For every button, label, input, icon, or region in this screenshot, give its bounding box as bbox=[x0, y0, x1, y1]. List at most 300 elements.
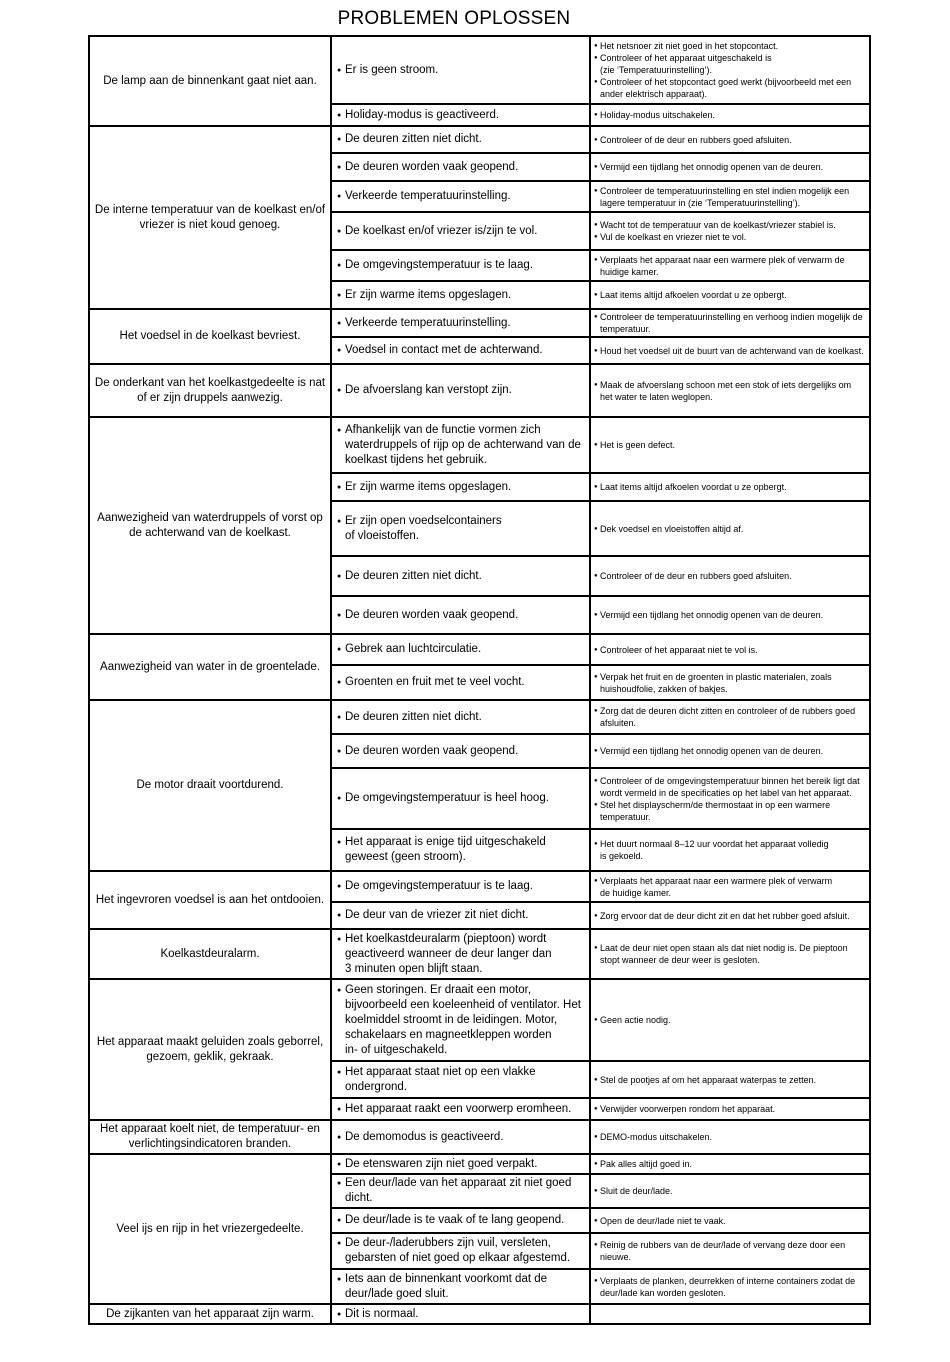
bullet-text: Het koelkastdeuralarm (pieptoon) wordt geactiveerd wanneer de deur langer dan 3 minuten open blijft staan. bbox=[345, 932, 552, 975]
bullet-text: Laat items altijd afkoelen voordat u ze opbergt. bbox=[600, 482, 787, 492]
bullet-icon: ● bbox=[594, 442, 598, 448]
bullet-icon: ● bbox=[594, 573, 598, 579]
bullet-icon: ● bbox=[337, 426, 342, 434]
bullet-icon: ● bbox=[594, 164, 598, 170]
solution-cell bbox=[590, 337, 870, 364]
solution-cell bbox=[590, 1304, 870, 1324]
bullet-icon: ● bbox=[594, 1277, 598, 1284]
cause-cell bbox=[331, 1061, 590, 1098]
problem-cell: Het apparaat maakt geluiden zoals geborrel, gezoem, geklik, gekraak. bbox=[89, 979, 331, 1120]
solution-cell bbox=[590, 104, 870, 126]
bullet-icon: ● bbox=[594, 1017, 598, 1023]
bullet-line bbox=[337, 569, 585, 584]
bullet-icon: ● bbox=[594, 256, 598, 263]
bullet-icon: ● bbox=[594, 646, 598, 653]
bullet-line bbox=[594, 40, 865, 52]
bullet-text: De deur/lade is te vaak of te lang geopend. bbox=[345, 1214, 565, 1226]
bullet-text: Er zijn warme items opgeslagen. bbox=[345, 288, 512, 301]
bullet-line bbox=[594, 134, 865, 146]
table-row bbox=[89, 979, 870, 1061]
solution-cell bbox=[590, 1233, 870, 1269]
bullet-icon: ● bbox=[337, 291, 342, 299]
bullet-icon: ● bbox=[594, 484, 598, 490]
bullet-text: Laat items altijd afkoelen voordat u ze opbergt. bbox=[600, 290, 787, 300]
problem-cell: De interne temperatuur van de koelkast en/of vriezer is niet koud genoeg. bbox=[89, 126, 331, 309]
solution-cell bbox=[590, 596, 870, 634]
bullet-line bbox=[337, 744, 585, 759]
bullet-text: Vermijd een tijdlang het onnodig openen van de deuren. bbox=[600, 746, 824, 756]
bullet-text: Iets aan de binnenkant voorkomt dat de deur/lade goed sluit. bbox=[345, 1272, 548, 1300]
solution-cell bbox=[590, 929, 870, 979]
solution-cell bbox=[590, 281, 870, 309]
bullet-text: De etenswaren zijn niet goed verpakt. bbox=[345, 1157, 538, 1170]
bullet-icon: ● bbox=[594, 222, 598, 228]
bullet-line bbox=[594, 345, 865, 357]
bullet-text: Stel de pootjes af om het apparaat waterpas te zetten. bbox=[600, 1074, 817, 1085]
bullet-text: Het is geen defect. bbox=[600, 440, 676, 450]
cause-cell bbox=[331, 250, 590, 281]
table-row bbox=[89, 36, 870, 104]
bullet-icon: ● bbox=[594, 314, 598, 320]
bullet-icon: ● bbox=[337, 611, 342, 619]
bullet-icon: ● bbox=[337, 795, 342, 802]
bullet-text: Verwijder voorwerpen rondom het apparaat. bbox=[600, 1104, 776, 1114]
bullet-icon: ● bbox=[337, 679, 342, 686]
solution-cell bbox=[590, 212, 870, 250]
problem-cell: Veel ijs en rijp in het vriezergedeelte. bbox=[89, 1154, 331, 1304]
bullet-text: Groenten en fruit met te veel vocht. bbox=[345, 676, 525, 688]
table-row bbox=[89, 126, 870, 153]
table-row bbox=[89, 1304, 870, 1324]
cause-cell bbox=[331, 364, 590, 417]
bullet-line bbox=[337, 1065, 585, 1095]
bullet-icon: ● bbox=[337, 935, 342, 943]
bullet-icon: ● bbox=[337, 986, 342, 994]
bullet-line bbox=[594, 379, 865, 403]
bullet-icon: ● bbox=[337, 1275, 342, 1283]
bullet-icon: ● bbox=[594, 136, 598, 143]
bullet-line bbox=[594, 254, 865, 278]
bullet-line bbox=[594, 481, 865, 493]
bullet-line bbox=[594, 799, 865, 823]
bullet-text: Dek voedsel en vloeistoffen altijd af. bbox=[600, 523, 744, 534]
cause-cell bbox=[331, 36, 590, 104]
bullet-text: Verplaats het apparaat naar een warmere plek of verwarm de huidige kamer. bbox=[600, 254, 845, 277]
bullet-icon: ● bbox=[594, 945, 598, 951]
bullet-text: Verpak het fruit en de groenten in plastic materialen, zoals huishoudfolie, zakken of bakjes. bbox=[600, 671, 832, 694]
bullet-line bbox=[594, 219, 865, 231]
troubleshooting-table bbox=[88, 35, 871, 1325]
bullet-line bbox=[594, 570, 865, 582]
bullet-icon: ● bbox=[337, 111, 342, 119]
bullet-line bbox=[337, 1157, 585, 1172]
solution-cell bbox=[590, 473, 870, 501]
solution-cell bbox=[590, 181, 870, 212]
bullet-icon: ● bbox=[594, 55, 598, 61]
bullet-text: Het apparaat is enige tijd uitgeschakeld geweest (geen stroom). bbox=[345, 836, 546, 863]
bullet-text: De deuren zitten niet dicht. bbox=[345, 133, 482, 145]
bullet-line bbox=[337, 1236, 585, 1266]
cause-cell bbox=[331, 153, 590, 181]
bullet-line bbox=[337, 108, 585, 123]
bullet-line bbox=[594, 52, 865, 76]
solution-cell bbox=[590, 1208, 870, 1233]
solution-cell bbox=[590, 36, 870, 104]
solution-cell bbox=[590, 665, 870, 700]
problem-cell: Aanwezigheid van water in de groentelade. bbox=[89, 634, 331, 700]
bullet-line bbox=[337, 383, 585, 398]
bullet-text: De omgevingstemperatuur is te laag. bbox=[345, 880, 533, 892]
solution-cell bbox=[590, 902, 870, 929]
bullet-text: Afhankelijk van de functie vormen zich waterdruppels of rijp op de achterwand van de koelkast tijdens het gebruik. bbox=[345, 423, 581, 466]
bullet-text: De deuren worden vaak geopend. bbox=[345, 160, 519, 173]
bullet-icon: ● bbox=[594, 187, 598, 194]
bullet-icon: ● bbox=[337, 227, 342, 235]
cause-cell bbox=[331, 979, 590, 1061]
bullet-line bbox=[594, 311, 865, 335]
solution-cell bbox=[590, 1120, 870, 1154]
bullet-line bbox=[337, 642, 585, 657]
bullet-line bbox=[337, 63, 585, 78]
bullet-icon: ● bbox=[594, 748, 598, 754]
bullet-icon: ● bbox=[594, 79, 598, 85]
cause-cell bbox=[331, 417, 590, 473]
solution-cell bbox=[590, 634, 870, 665]
bullet-text: De koelkast en/of vriezer is/zijn te vol. bbox=[345, 224, 538, 237]
solution-cell bbox=[590, 829, 870, 871]
cause-cell bbox=[331, 1098, 590, 1120]
cause-cell bbox=[331, 126, 590, 153]
solution-cell bbox=[590, 768, 870, 829]
cause-cell bbox=[331, 1269, 590, 1304]
bullet-line bbox=[594, 1131, 865, 1143]
bullet-text: Houd het voedsel uit de buurt van de achterwand van de koelkast. bbox=[600, 345, 864, 356]
cause-cell bbox=[331, 902, 590, 929]
solution-cell bbox=[590, 1154, 870, 1174]
bullet-text: De omgevingstemperatuur is heel hoog. bbox=[345, 792, 549, 804]
bullet-text: Geen actie nodig. bbox=[600, 1015, 671, 1025]
bullet-text: De deuren zitten niet dicht. bbox=[345, 569, 482, 582]
bullet-text: Verkeerde temperatuurinstelling. bbox=[345, 190, 511, 202]
bullet-icon: ● bbox=[337, 1240, 342, 1247]
bullet-icon: ● bbox=[337, 66, 342, 74]
bullet-line bbox=[337, 710, 585, 725]
bullet-line bbox=[337, 1272, 585, 1302]
bullet-icon: ● bbox=[337, 483, 342, 491]
bullet-line bbox=[337, 258, 585, 273]
bullet-line bbox=[594, 231, 865, 243]
bullet-text: Vermijd een tijdlang het onnodig openen van de deuren. bbox=[600, 162, 824, 172]
bullet-line bbox=[337, 288, 585, 303]
bullet-line bbox=[594, 1074, 865, 1086]
cause-cell bbox=[331, 734, 590, 768]
table-row bbox=[89, 871, 870, 902]
solution-cell bbox=[590, 501, 870, 556]
bullet-line bbox=[594, 671, 865, 695]
solution-cell bbox=[590, 250, 870, 281]
solution-cell bbox=[590, 700, 870, 734]
bullet-icon: ● bbox=[337, 347, 342, 354]
bullet-text: Geen storingen. Er draait een motor, bijvoorbeeld een koeleenheid of ventilator. Het koelmiddel stroomt in de leidingen. Motor, schakelaars en magneetkleppen worden in- of uitgeschakeld. bbox=[345, 983, 581, 1056]
bullet-line bbox=[337, 835, 585, 865]
cause-cell bbox=[331, 281, 590, 309]
bullet-icon: ● bbox=[594, 112, 598, 118]
cause-cell bbox=[331, 104, 590, 126]
solution-cell bbox=[590, 1061, 870, 1098]
bullet-line bbox=[594, 76, 865, 100]
cause-cell bbox=[331, 556, 590, 596]
table-row bbox=[89, 634, 870, 665]
cause-cell bbox=[331, 337, 590, 364]
bullet-text: Vermijd een tijdlang het onnodig openen van de deuren. bbox=[600, 610, 824, 620]
cause-cell bbox=[331, 309, 590, 337]
bullet-line bbox=[594, 1215, 865, 1227]
bullet-icon: ● bbox=[337, 713, 342, 721]
table-row bbox=[89, 1154, 870, 1174]
bullet-icon: ● bbox=[594, 1161, 598, 1167]
problem-cell: Aanwezigheid van waterdruppels of vorst op de achterwand van de koelkast. bbox=[89, 417, 331, 634]
bullet-line bbox=[337, 224, 585, 239]
bullet-line bbox=[594, 838, 865, 862]
bullet-text: DEMO-modus uitschakelen. bbox=[600, 1132, 713, 1142]
bullet-icon: ● bbox=[594, 612, 598, 618]
solution-cell bbox=[590, 309, 870, 337]
bullet-text: Controleer of het apparaat niet te vol is. bbox=[600, 644, 758, 655]
bullet-line bbox=[337, 932, 585, 977]
bullet-line bbox=[337, 1102, 585, 1117]
cause-cell bbox=[331, 1304, 590, 1324]
bullet-icon: ● bbox=[594, 877, 598, 884]
bullet-line bbox=[337, 791, 585, 806]
table-row bbox=[89, 417, 870, 473]
bullet-text: De deuren worden vaak geopend. bbox=[345, 744, 519, 757]
problem-cell: De lamp aan de binnenkant gaat niet aan. bbox=[89, 36, 331, 126]
cause-cell bbox=[331, 1174, 590, 1208]
bullet-icon: ● bbox=[337, 193, 342, 200]
bullet-line bbox=[337, 1176, 585, 1206]
bullet-text: Reinig de rubbers van de deur/lade of vervang deze door een nieuwe. bbox=[600, 1240, 846, 1262]
bullet-icon: ● bbox=[337, 163, 342, 171]
bullet-text: Sluit de deur/lade. bbox=[600, 1186, 673, 1196]
solution-cell bbox=[590, 126, 870, 153]
cause-cell bbox=[331, 665, 590, 700]
bullet-line bbox=[594, 705, 865, 729]
bullet-icon: ● bbox=[337, 1310, 342, 1318]
table-row bbox=[89, 700, 870, 734]
bullet-icon: ● bbox=[337, 136, 342, 143]
cause-cell bbox=[331, 181, 590, 212]
bullet-text: De omgevingstemperatuur is te laag. bbox=[345, 259, 533, 271]
bullet-line bbox=[337, 879, 585, 894]
bullet-text: Controleer of het stopcontact goed werkt (bijvoorbeeld met een ander elektrisch apparaat). bbox=[600, 77, 852, 99]
bullet-text: Holiday-modus is geactiveerd. bbox=[345, 108, 500, 121]
solution-cell bbox=[590, 153, 870, 181]
bullet-text: Pak alles altijd goed in. bbox=[600, 1159, 693, 1169]
bullet-line bbox=[337, 480, 585, 495]
bullet-text: Het duurt normaal 8–12 uur voordat het apparaat volledig is gekoeld. bbox=[600, 839, 829, 861]
bullet-text: Open de deur/lade niet te vaak. bbox=[600, 1215, 726, 1226]
bullet-icon: ● bbox=[594, 1188, 598, 1194]
bullet-icon: ● bbox=[594, 347, 598, 354]
bullet-text: De afvoerslang kan verstopt zijn. bbox=[345, 384, 512, 396]
solution-cell bbox=[590, 871, 870, 902]
cause-cell bbox=[331, 1154, 590, 1174]
bullet-icon: ● bbox=[337, 1068, 342, 1076]
bullet-text: Er zijn open voedselcontainers of vloeistoffen. bbox=[345, 514, 502, 542]
bullet-icon: ● bbox=[337, 1160, 342, 1168]
solution-cell bbox=[590, 556, 870, 596]
cause-cell bbox=[331, 473, 590, 501]
bullet-text: Het apparaat raakt een voorwerp eromheen. bbox=[345, 1102, 572, 1115]
cause-cell bbox=[331, 634, 590, 665]
bullet-text: Er zijn warme items opgeslagen. bbox=[345, 480, 512, 493]
bullet-text: Controleer de temperatuurinstelling en stel indien mogelijk een lagere temperatuur in (zie ‘Temperatuurinstelling’). bbox=[600, 185, 850, 208]
troubleshooting-table-body bbox=[89, 36, 870, 1324]
bullet-icon: ● bbox=[337, 1217, 342, 1224]
bullet-icon: ● bbox=[594, 1106, 598, 1112]
problem-cell: De onderkant van het koelkastgedeelte is nat of er zijn druppels aanwezig. bbox=[89, 364, 331, 417]
bullet-line bbox=[594, 523, 865, 535]
bullet-icon: ● bbox=[594, 777, 598, 784]
bullet-icon: ● bbox=[337, 319, 342, 327]
bullet-line bbox=[337, 675, 585, 690]
bullet-line bbox=[594, 1185, 865, 1197]
table-row bbox=[89, 929, 870, 979]
bullet-text: Vul de koelkast en vriezer niet te vol. bbox=[600, 232, 747, 242]
cause-cell bbox=[331, 1208, 590, 1233]
bullet-line bbox=[337, 423, 585, 468]
bullet-line bbox=[337, 514, 585, 544]
bullet-icon: ● bbox=[594, 708, 598, 714]
bullet-icon: ● bbox=[594, 1217, 598, 1224]
cause-cell bbox=[331, 212, 590, 250]
cause-cell bbox=[331, 768, 590, 829]
bullet-icon: ● bbox=[594, 234, 598, 240]
bullet-line bbox=[594, 1275, 865, 1299]
bullet-text: Het apparaat staat niet op een vlakke ondergrond. bbox=[345, 1065, 536, 1093]
solution-cell bbox=[590, 734, 870, 768]
solution-cell bbox=[590, 1269, 870, 1304]
bullet-icon: ● bbox=[337, 1105, 342, 1113]
bullet-text: Controleer of de deur en rubbers goed afsluiten. bbox=[600, 134, 792, 145]
bullet-text: Laat de deur niet open staan als dat niet nodig is. De pieptoon stopt wanneer de deur weer is gesloten. bbox=[600, 943, 848, 965]
bullet-text: Verplaats de planken, deurrekken of interne containers zodat de deur/lade kan worden gesloten. bbox=[600, 1275, 856, 1298]
bullet-line bbox=[594, 1014, 865, 1026]
bullet-icon: ● bbox=[594, 292, 598, 298]
bullet-icon: ● bbox=[337, 646, 342, 653]
bullet-text: Stel het displayscherm/de thermostaat in op een warmere temperatuur. bbox=[600, 799, 831, 822]
bullet-text: Holiday-modus uitschakelen. bbox=[600, 110, 716, 120]
page-title: PROBLEMEN OPLOSSEN bbox=[337, 8, 571, 29]
bullet-icon: ● bbox=[337, 883, 342, 890]
problem-cell: Het ingevroren voedsel is aan het ontdooien. bbox=[89, 871, 331, 929]
bullet-text: De deur van de vriezer zit niet dicht. bbox=[345, 909, 529, 921]
problem-cell: Het apparaat koelt niet, de temperatuur- en verlichtingsindicatoren branden. bbox=[89, 1120, 331, 1154]
bullet-icon: ● bbox=[337, 387, 342, 394]
bullet-text: De deuren zitten niet dicht. bbox=[345, 710, 482, 723]
bullet-line bbox=[594, 161, 865, 173]
bullet-line bbox=[337, 1130, 585, 1145]
bullet-icon: ● bbox=[337, 912, 342, 919]
bullet-text: Dit is normaal. bbox=[345, 1307, 419, 1320]
bullet-line bbox=[594, 1239, 865, 1263]
cause-cell bbox=[331, 871, 590, 902]
cause-cell bbox=[331, 929, 590, 979]
bullet-line bbox=[337, 608, 585, 623]
bullet-text: Zorg dat de deuren dicht zitten en controleer of de rubbers goed afsluiten. bbox=[600, 706, 856, 728]
bullet-text: Het netsnoer zit niet goed in het stopcontact. bbox=[600, 41, 779, 51]
bullet-text: Wacht tot de temperatuur van de koelkast/vriezer stabiel is. bbox=[600, 220, 836, 230]
bullet-line bbox=[594, 644, 865, 656]
bullet-line bbox=[594, 942, 865, 966]
solution-cell bbox=[590, 979, 870, 1061]
bullet-icon: ● bbox=[594, 1242, 598, 1248]
bullet-text: Controleer of het apparaat uitgeschakeld is (zie ‘Temperatuurinstelling’). bbox=[600, 53, 772, 75]
bullet-line bbox=[594, 875, 865, 899]
bullet-icon: ● bbox=[337, 262, 342, 269]
bullet-text: Controleer of de omgevingstemperatuur binnen het bereik ligt dat wordt vermeld in de specificaties op het label van het apparaat. bbox=[600, 775, 860, 798]
cause-cell bbox=[331, 1233, 590, 1269]
problem-cell: Koelkastdeuralarm. bbox=[89, 929, 331, 979]
bullet-text: Maak de afvoerslang schoon met een stok of iets dergelijks om het water te laten weglopen. bbox=[600, 379, 852, 402]
bullet-text: Controleer de temperatuurinstelling en verhoog indien mogelijk de temperatuur. bbox=[600, 312, 863, 334]
bullet-text: Verplaats het apparaat naar een warmere plek of verwarm de huidige kamer. bbox=[600, 875, 833, 898]
bullet-line bbox=[594, 745, 865, 757]
bullet-line bbox=[594, 775, 865, 799]
bullet-line bbox=[337, 1307, 585, 1322]
cause-cell bbox=[331, 596, 590, 634]
bullet-icon: ● bbox=[337, 517, 342, 525]
bullet-text: Zorg ervoor dat de deur dicht zit en dat het rubber goed afsluit. bbox=[600, 910, 850, 921]
bullet-icon: ● bbox=[337, 1180, 342, 1187]
table-row bbox=[89, 364, 870, 417]
bullet-line bbox=[337, 343, 585, 358]
bullet-icon: ● bbox=[594, 801, 598, 808]
solution-cell bbox=[590, 1098, 870, 1120]
bullet-text: Voedsel in contact met de achterwand. bbox=[345, 344, 543, 356]
bullet-icon: ● bbox=[594, 1076, 598, 1083]
cause-cell bbox=[331, 501, 590, 556]
solution-cell bbox=[590, 364, 870, 417]
bullet-icon: ● bbox=[337, 839, 342, 846]
bullet-line bbox=[337, 189, 585, 204]
bullet-icon: ● bbox=[337, 572, 342, 580]
bullet-line bbox=[594, 185, 865, 209]
problem-cell: De motor draait voortdurend. bbox=[89, 700, 331, 871]
bullet-line bbox=[337, 316, 585, 331]
bullet-text: Verkeerde temperatuurinstelling. bbox=[345, 316, 511, 329]
bullet-icon: ● bbox=[594, 1134, 598, 1140]
cause-cell bbox=[331, 829, 590, 871]
bullet-line bbox=[337, 160, 585, 175]
bullet-line bbox=[594, 609, 865, 621]
bullet-text: Een deur/lade van het apparaat zit niet goed dicht. bbox=[345, 1177, 572, 1204]
bullet-line bbox=[594, 109, 865, 121]
bullet-text: Er is geen stroom. bbox=[345, 63, 439, 76]
bullet-line bbox=[594, 1158, 865, 1170]
solution-cell bbox=[590, 417, 870, 473]
bullet-line bbox=[337, 983, 585, 1058]
bullet-line bbox=[337, 1213, 585, 1228]
cause-cell bbox=[331, 1120, 590, 1154]
solution-cell bbox=[590, 1174, 870, 1208]
bullet-line bbox=[337, 908, 585, 923]
bullet-icon: ● bbox=[337, 1133, 342, 1141]
bullet-icon: ● bbox=[594, 381, 598, 388]
bullet-icon: ● bbox=[337, 747, 342, 755]
bullet-line bbox=[594, 1103, 865, 1115]
bullet-text: Controleer of de deur en rubbers goed afsluiten. bbox=[600, 571, 792, 581]
